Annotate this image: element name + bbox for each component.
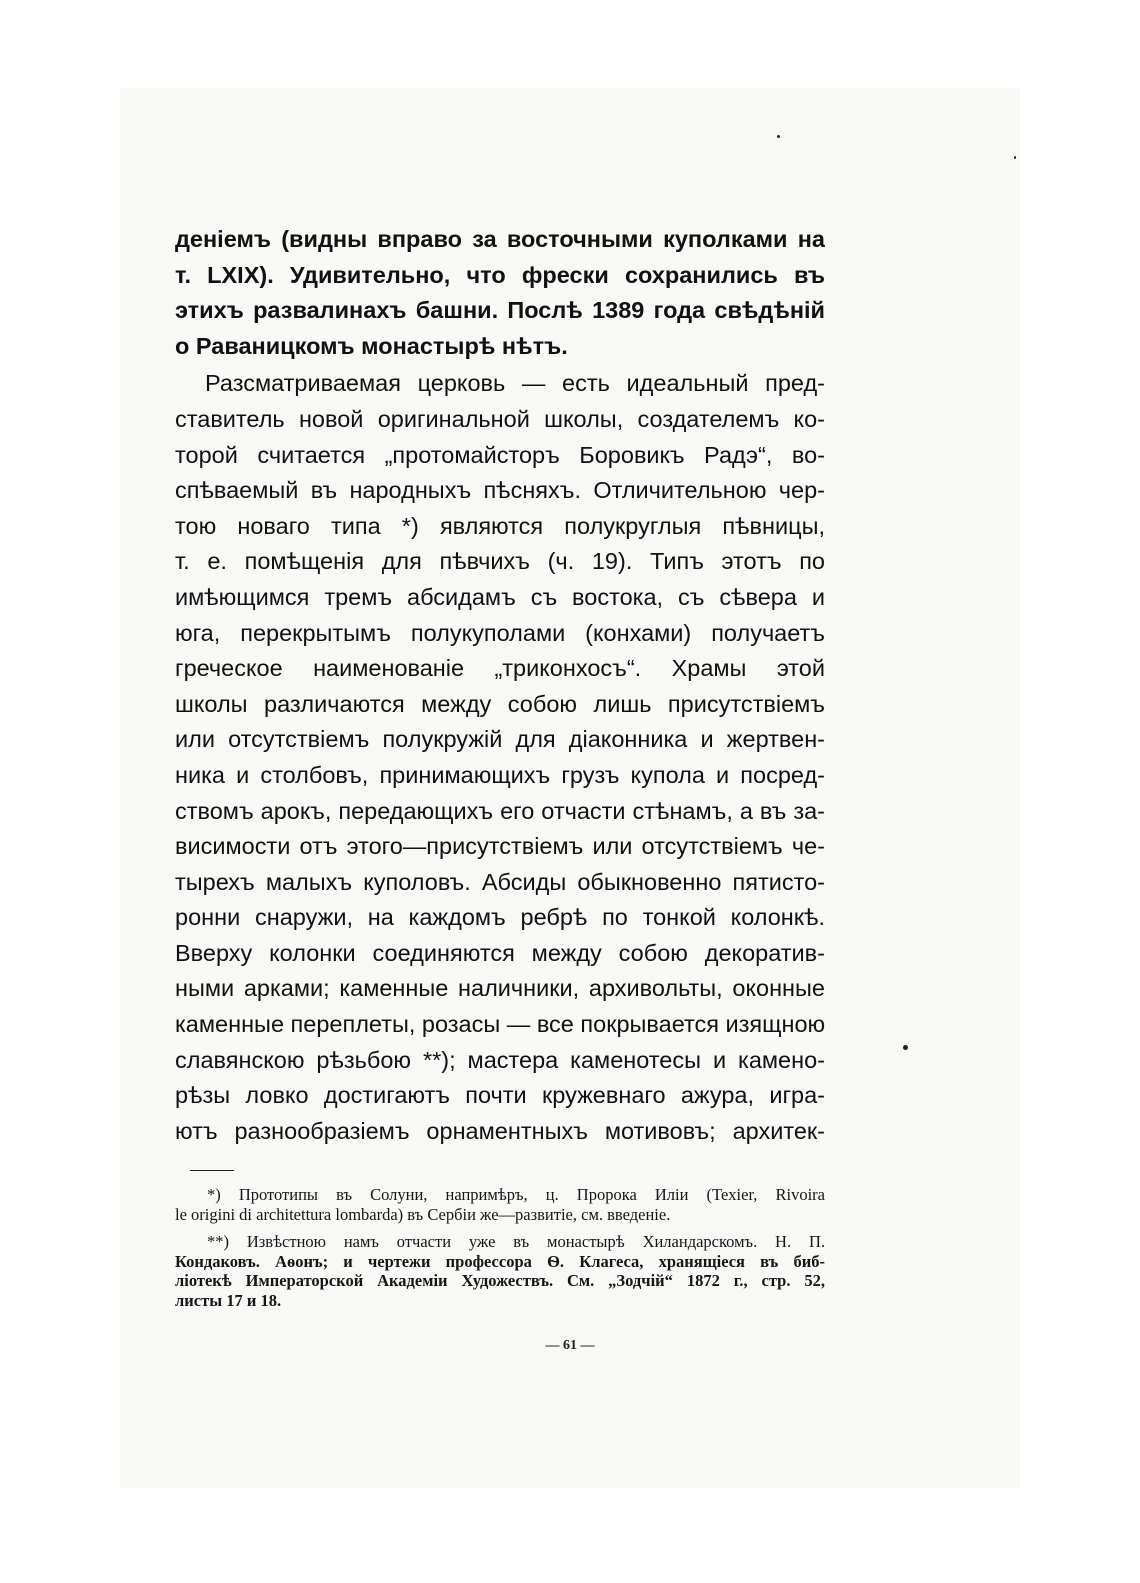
text-line: каменные переплеты, розасы — все покрывается изящною bbox=[175, 1011, 825, 1038]
text-line: деніемъ (видны вправо за восточными куполками на bbox=[175, 226, 825, 252]
text-line: или отсутствіемъ полукружій для діаконника и жертвен- bbox=[175, 726, 825, 753]
footnotes bbox=[175, 1185, 825, 1318]
text-line: греческое наименованіе „триконхосъ“. Храмы этой bbox=[175, 655, 825, 682]
footnote-line: le origini di architettura lombarda) въ Сербіи же—развитіе, см. введеніе. bbox=[175, 1204, 671, 1224]
text-line: т. е. помѣщенія для пѣвчихъ (ч. 19). Типъ этотъ по bbox=[175, 548, 825, 575]
paragraph-2 bbox=[175, 366, 825, 1149]
text-line: славянскою рѣзьбою **); мастера каменотесы и камено- bbox=[175, 1046, 825, 1073]
text-line: висимости отъ этого—присутствіемъ или отсутствіемъ че- bbox=[175, 833, 825, 860]
text-line: ставитель новой оригинальной школы, создателемъ ко- bbox=[175, 405, 825, 432]
text-line: этихъ развалинахъ башни. Послѣ 1389 года свѣдѣній bbox=[175, 297, 825, 324]
paragraph-1 bbox=[175, 222, 825, 364]
text-line: ронни снаружи, на каждомъ ребрѣ по тонкой колонкѣ. bbox=[175, 904, 825, 931]
text-line: имѣющимся тремъ абсидамъ съ востока, съ сѣвера и bbox=[175, 583, 825, 610]
footnote-rule bbox=[190, 1170, 234, 1171]
footnote-line: **) Извѣстною намъ отчасти уже въ монастырѣ Хиландарскомъ. Н. П. bbox=[207, 1232, 825, 1251]
text-line: ника и столбовъ, принимающихъ грузъ купола и посред- bbox=[175, 761, 825, 788]
text-line: Вверху колонки соединяются между собою декоратив- bbox=[175, 939, 825, 966]
text-line: спѣваемый въ народныхъ пѣсняхъ. Отличительною чер- bbox=[175, 477, 825, 504]
text-line: тырехъ малыхъ куполовъ. Абсиды обыкновенно пятисто- bbox=[175, 868, 825, 895]
text-line: тою новаго типа *) являются полукруглыя пѣвницы, bbox=[175, 512, 825, 539]
text-line: юга, перекрытымъ полукуполами (конхами) получаетъ bbox=[175, 619, 825, 646]
footnote-line: ліотекѣ Императорской Академіи Художествъ. См. „Зодчій“ 1872 г., стр. 52, bbox=[175, 1271, 825, 1290]
scan-speck bbox=[1014, 156, 1016, 159]
footnote-line: *) Прототипы въ Солуни, напримѣръ, ц. Пророка Иліи (Texier, Rivoira bbox=[207, 1185, 825, 1204]
text-line: о Раваницкомъ монастырѣ нѣтъ. bbox=[175, 332, 568, 359]
text-line: ютъ разнообразіемъ орнаментныхъ мотивовъ; архитек- bbox=[175, 1117, 825, 1144]
page-number: — 61 — bbox=[545, 1338, 595, 1353]
text-line: т. LXIX). Удивительно, что фрески сохранились въ bbox=[175, 261, 825, 288]
text-line: рѣзы ловко достигаютъ почти кружевнаго ажура, игра- bbox=[175, 1082, 825, 1109]
text-line: школы различаются между собою лишь присутствіемъ bbox=[175, 690, 825, 717]
scan-speck bbox=[777, 135, 780, 138]
footnote-line: листы 17 и 18. bbox=[175, 1290, 282, 1310]
text-line: Разсматриваемая церковь — есть идеальный пред- bbox=[205, 370, 825, 397]
footnote-2 bbox=[175, 1232, 825, 1310]
text-line: ствомъ арокъ, передающихъ его отчасти стѣнамъ, а въ за- bbox=[175, 797, 825, 824]
text-line: торой считается „протомайсторъ Боровикъ Радэ“, во- bbox=[175, 441, 825, 468]
footnote-line: Кондаковъ. Аѳонъ; и чертежи профессора Ѳ. Клагеса, хранящіеся въ биб- bbox=[175, 1251, 825, 1271]
text-line: ными арками; каменные наличники, архивольты, оконные bbox=[175, 975, 825, 1002]
scan-speck bbox=[903, 1045, 908, 1050]
body-text bbox=[175, 222, 825, 1149]
footnote-1 bbox=[175, 1185, 825, 1224]
